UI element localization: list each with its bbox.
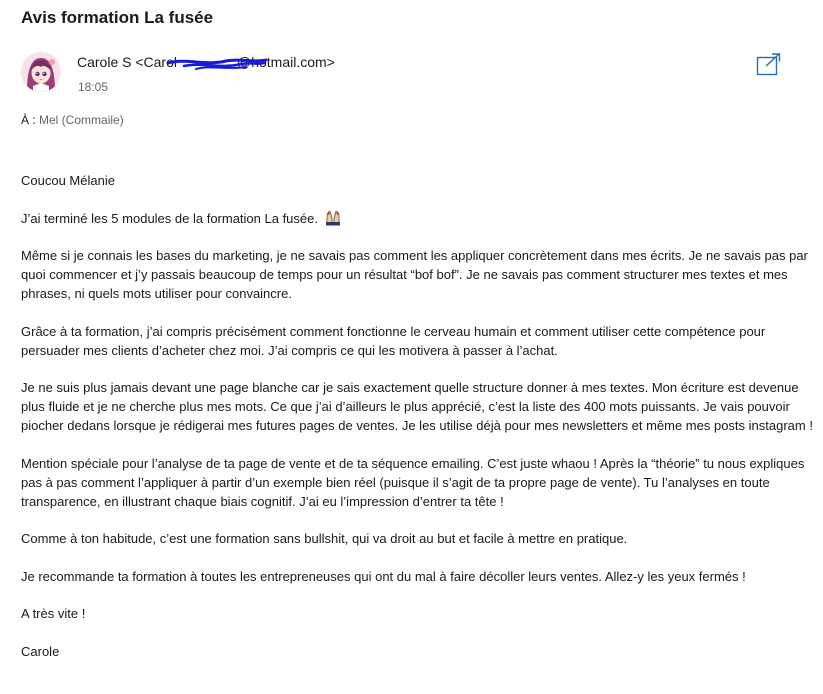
sender-address-suffix: @hotmail.com> xyxy=(237,54,335,70)
closing: A très vite ! xyxy=(21,606,86,621)
paragraph-5: Mention spéciale pour l’analyse de ta page de vente et de ta séquence emailing. C’est juste whaou ! Après la “théorie” tu nous expliques pas à pas comment l’appliquer à partir d’un exemple bien réel (puisque il s’agit de ta propre page de vente). Tu l’analyses en toute transparence, en illustrant chaque biais cognitif. J’ai eu l’impression d’entrer ta tête ! xyxy=(21,455,805,509)
raising-hands-icon xyxy=(324,209,342,226)
paragraph-6: Comme à ton habitude, c’est une formation sans bullshit, qui va droit au but et facile à mettre en pratique. xyxy=(21,531,628,546)
sender-address-prefix: <Carol xyxy=(135,54,177,70)
recipient-name[interactable]: Mel (Commaile) xyxy=(39,113,124,127)
paragraph-2: Même si je connais les bases du marketing, je ne savais pas comment les appliquer concrètement dans mes écrits. Je ne savais pas par quoi commencer et j’y passais beaucoup de temps pour un résultat “bof bof”. Je ne savais pas comment structurer mes textes et mes phrases, ni quels mots utiliser pour convaincre. xyxy=(21,248,808,301)
greeting: Coucou Mélanie xyxy=(21,173,115,188)
email-time: 18:05 xyxy=(78,80,109,94)
sender-avatar[interactable] xyxy=(21,52,61,92)
redaction-scribble xyxy=(166,54,268,76)
open-in-new-window-button[interactable] xyxy=(756,52,782,76)
avatar-anime-girl-icon xyxy=(21,52,61,92)
email-subject: Avis formation La fusée xyxy=(21,8,214,27)
sender-name: Carole S xyxy=(77,54,132,70)
paragraph-4: Je ne suis plus jamais devant une page blanche car je sais exactement quelle structure donner à mes textes. Mon écriture est devenue plus fluide et je ne cherche plus mes mots. Ce que j’ai d’ailleurs le plus apprécié, c’est la liste des 400 mots puissants. Je vais pouvoir piocher dedans lorsque je rédigerai mes futures pages de ventes. Je les utilise déjà pour mes newsletters et même mes posts instagram ! xyxy=(21,380,813,433)
paragraph-3: Grâce à ta formation, j’ai compris précisément comment fonctionne le cerveau humain et comment utiliser cette compétence pour persuader mes clients d’acheter chez moi. J’ai compris ce qui les motivera à passer à l’achat. xyxy=(21,323,766,358)
recipients-line xyxy=(21,113,124,127)
paragraph-7: Je recommande ta formation à toutes les entrepreneuses qui ont du mal à faire décoller leurs ventes. Allez-y les yeux fermés ! xyxy=(21,568,746,584)
open-in-new-window-icon xyxy=(756,52,782,76)
signature: Carole xyxy=(21,643,60,659)
paragraph-1 xyxy=(21,209,813,228)
to-label: À : xyxy=(21,113,40,127)
paragraph-1-text: J’ai terminé les 5 modules de la formation La fusée. xyxy=(21,210,318,226)
email-body xyxy=(21,171,813,679)
